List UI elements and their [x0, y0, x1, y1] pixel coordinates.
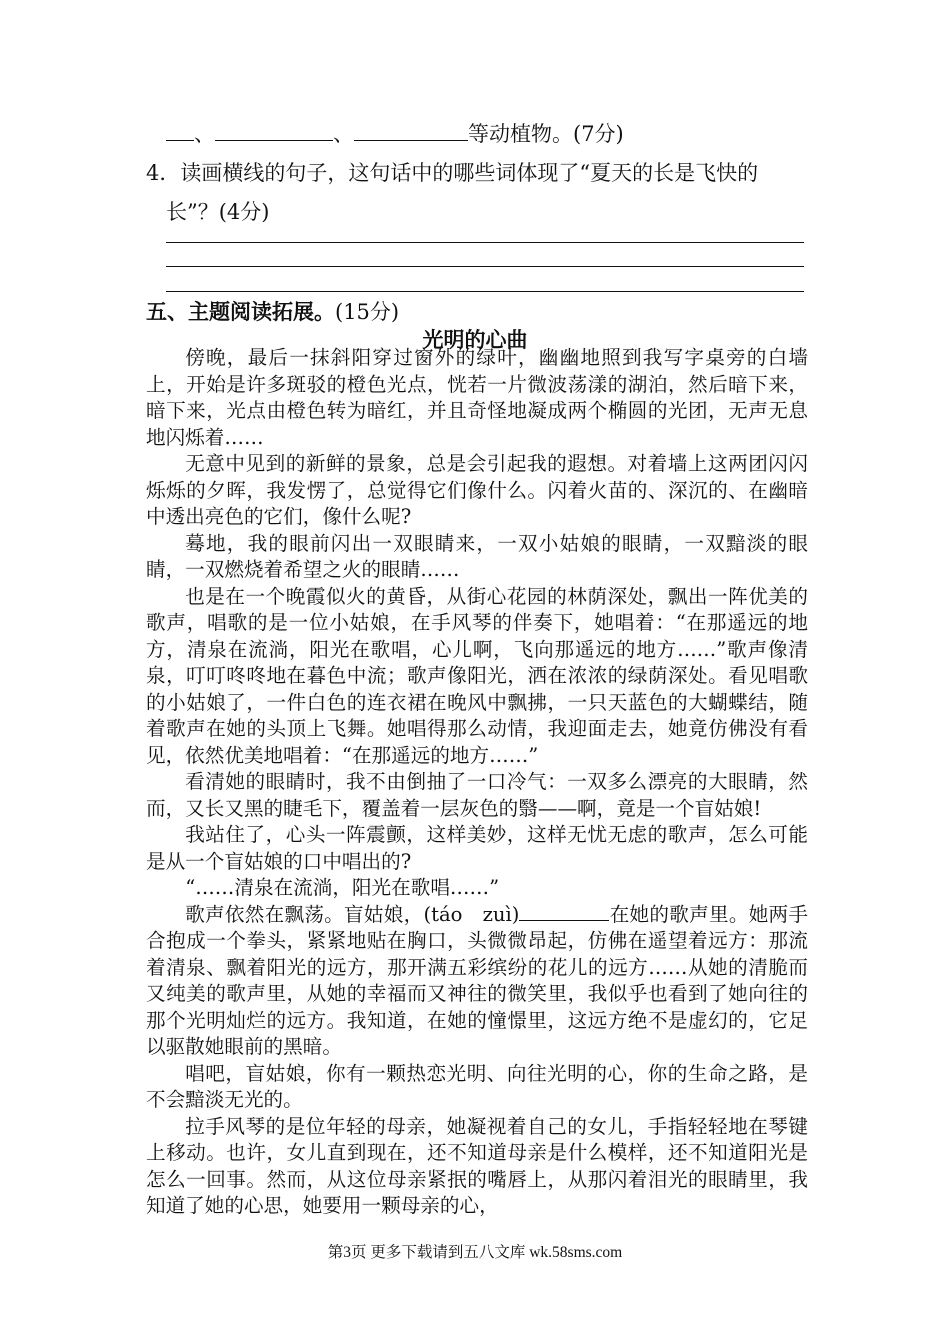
paragraph: 看清她的眼睛时，我不由倒抽了一口冷气：一双多么漂亮的大眼睛，然而，又长又黑的睫毛下，覆盖着一层灰色的翳——啊，竟是一个盲姑娘! — [146, 770, 808, 820]
question-4-line-1 — [146, 158, 758, 188]
section-5-title — [146, 298, 399, 326]
paragraph: 傍晚，最后一抹斜阳穿过窗外的绿叶，幽幽地照到我写字桌旁的白墙上，开始是许多斑驳的橙色光点，恍若一片微波荡漾的湖泊，然后暗下来，暗下来，光点由橙色转为暗红，并且奇怪地凝成两个椭圆的光团，无声无息地闪烁着…… — [146, 346, 808, 449]
separator: 、 — [194, 122, 215, 146]
question-4-text: 读画横线的句子，这句话中的哪些词体现了“夏天的长是飞快的 — [180, 161, 759, 185]
answer-line[interactable] — [166, 291, 804, 292]
answer-line[interactable] — [166, 266, 804, 267]
paragraph: 唱吧，盲姑娘，你有一颗热恋光明、向往光明的心，你的生命之路，是不会黯淡无光的。 — [146, 1061, 808, 1111]
paragraph: 我站住了，心头一阵震颤，这样美妙，这样无忧无虑的歌声，怎么可能是从一个盲姑娘的口中唱出的? — [146, 823, 808, 873]
answer-blank[interactable] — [215, 118, 333, 141]
paragraph: 也是在一个晚霞似火的黄昏，从街心花园的林荫深处，飘出一阵优美的歌声，唱歌的是一位小姑娘，在手风琴的伴奏下，她唱着：“在那遥远的地方，清泉在流淌，阳光在歌唱，心儿啊，飞向那遥远的地方……”歌声像清泉，叮叮咚咚地在暮色中流；歌声像阳光，洒在浓浓的绿荫深处。看见唱歌的小姑娘了，一件白色的连衣裙在晚风中飘拂，一只天蓝色的大蝴蝶结，随着歌声在她的头顶上飞舞。她唱得那么动情，我迎面走去，她竟仿佛没有看见，依然优美地唱着：“在那遥远的地方……” — [146, 584, 808, 767]
question-3-text: 等动植物。(7分) — [468, 122, 624, 146]
section-5-score: (15分) — [335, 300, 400, 324]
paragraph: 无意中见到的新鲜的景象，总是会引起我的遐想。对着墙上这两团闪闪烁烁的夕晖，我发愣了，总觉得它们像什么。闪着火苗的、深沉的、在幽暗中透出亮色的它们，像什么呢? — [146, 452, 808, 528]
paragraph: “……清泉在流淌，阳光在歌唱……” — [185, 876, 500, 899]
article-body — [146, 345, 808, 1220]
question-3-tail — [166, 118, 624, 149]
paragraph: 拉手风琴的是位年轻的母亲，她凝视着自己的女儿，手指轻轻地在琴键上移动。也许，女儿直到现在，还不知道母亲是什么模样，还不知道阳光是怎么一回事。然而，从这位母亲紧抿的嘴唇上，从那闪着泪光的眼睛里，我知道了她的心思，她要用一颗母亲的心， — [146, 1114, 808, 1217]
paragraph-text: 在她的歌声里。她两手合抱成一个拳头，紧紧地贴在胸口，头微微昂起，仿佛在遥望着远方：那流着清泉、飘着阳光的远方，那开满五彩缤纷的花儿的远方……从她的清脆而又纯美的歌声里，从她的幸福而又神往的微笑里，我似乎也看到了她向往的那个光明灿烂的远方。我知道，在她的憧憬里，这远方绝不是虚幻的，它足以驱散她眼前的黑暗。 — [146, 902, 808, 1058]
section-5-heading: 五、主题阅读拓展。 — [146, 299, 335, 324]
answer-blank[interactable] — [354, 118, 468, 141]
question-4-text-cont: 长”？(4分) — [166, 200, 270, 224]
fill-in-blank[interactable] — [519, 902, 609, 921]
answer-blank[interactable] — [166, 118, 194, 141]
pinyin-prompt: 歌声依然在飘荡。盲姑娘，(táo zuì) — [185, 902, 520, 926]
question-number: 4． — [146, 161, 181, 185]
article-title: 光明的心曲 — [422, 327, 528, 352]
paragraph: 蓦地，我的眼前闪出一双眼睛来，一双小姑娘的眼睛，一双黯淡的眼睛，一双燃烧着希望之火的眼睛…… — [146, 531, 808, 581]
answer-line[interactable] — [166, 242, 804, 243]
separator: 、 — [333, 122, 354, 146]
page-footer: 第3页 更多下载请到五八文库 wk.58sms.com — [327, 1244, 623, 1261]
question-4-line-2 — [166, 197, 269, 227]
paragraph — [146, 902, 808, 1061]
